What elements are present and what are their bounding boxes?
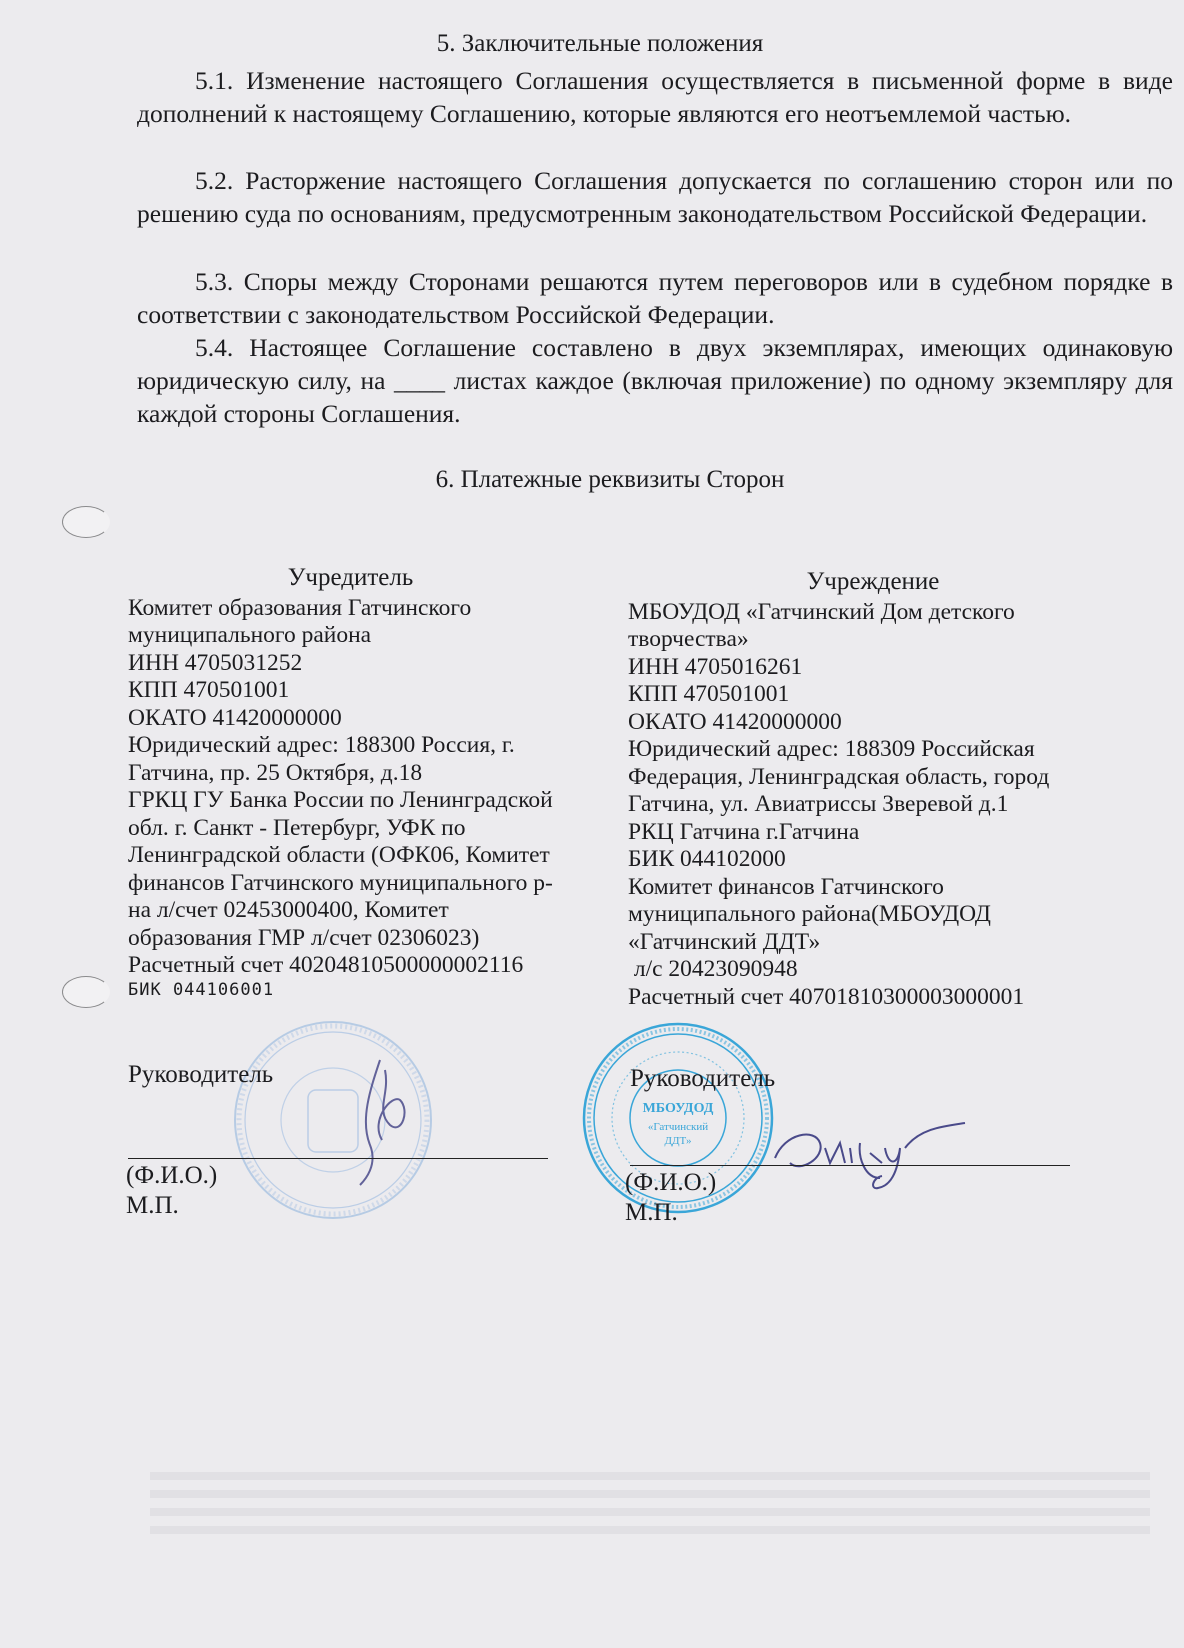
founder-line: Юридический адрес: 188300 Россия, г. bbox=[128, 732, 515, 758]
institution-line: БИК 044102000 bbox=[628, 846, 786, 872]
svg-text:ДДТ»: ДДТ» bbox=[664, 1135, 692, 1147]
institution-signatory-title: Руководитель bbox=[630, 1065, 776, 1092]
section-5-title: 5. Заключительные положения bbox=[436, 30, 764, 57]
founder-line: муниципального района bbox=[128, 622, 372, 648]
svg-text:«Гатчинский: «Гатчинский bbox=[647, 1121, 709, 1133]
paragraph-5-2: 5.2. Расторжение настоящего Соглашения допускается по соглашению сторон или по решению суда по основаниям, предусмотренным законодательством Российской Федерации. bbox=[137, 166, 1173, 228]
founder-line: Гатчина, пр. 25 Октября, д.18 bbox=[128, 759, 423, 786]
institution-line: ОКАТО 41420000000 bbox=[628, 708, 842, 735]
bleed-through-text bbox=[150, 1472, 1150, 1544]
institution-line: творчества» bbox=[628, 626, 749, 652]
founder-signature-line bbox=[128, 1158, 548, 1159]
institution-heading: Учреждение bbox=[806, 568, 940, 595]
founder-line: ИНН 4705031252 bbox=[128, 649, 303, 676]
founder-line: ОКАТО 41420000000 bbox=[128, 704, 342, 731]
founder-line: на л/счет 02453000400, Комитет bbox=[128, 897, 449, 923]
institution-line: ИНН 4705016261 bbox=[628, 653, 803, 680]
institution-line: муниципального района(МБОУДОД bbox=[628, 901, 991, 927]
institution-details bbox=[628, 568, 1098, 1011]
founder-mp-label: М.П. bbox=[126, 1192, 179, 1219]
founder-heading: Учредитель bbox=[287, 564, 414, 591]
institution-line: РКЦ Гатчина г.Гатчина bbox=[628, 818, 860, 845]
institution-line: Комитет финансов Гатчинского bbox=[628, 873, 944, 900]
founder-line: образования ГМР л/счет 02306023) bbox=[128, 924, 480, 951]
founder-line: Расчетный счет 40204810500000002116 bbox=[128, 952, 524, 978]
institution-signature-line bbox=[630, 1165, 1070, 1166]
institution-fio-label: (Ф.И.О.) bbox=[625, 1169, 717, 1196]
punch-hole bbox=[62, 506, 110, 538]
institution-line: Федерация, Ленинградская область, город bbox=[628, 763, 1050, 790]
institution-line: Расчетный счет 40701810300003000001 bbox=[628, 983, 1025, 1010]
founder-signatory-title: Руководитель bbox=[128, 1061, 274, 1088]
founder-bik: БИК 044106001 bbox=[128, 979, 275, 1000]
institution-line: МБОУДОД «Гатчинский Дом детского bbox=[628, 598, 1015, 625]
founder-line: КПП 470501001 bbox=[128, 677, 290, 703]
institution-line: Гатчина, ул. Авиатриссы Зверевой д.1 bbox=[628, 791, 1009, 817]
institution-line: КПП 470501001 bbox=[628, 681, 790, 707]
punch-hole bbox=[62, 976, 110, 1008]
founder-line: Комитет образования Гатчинского bbox=[128, 594, 472, 621]
institution-mp-label: М.П. bbox=[625, 1199, 678, 1226]
founder-line: ГРКЦ ГУ Банка России по Ленинградской bbox=[128, 787, 553, 813]
section-6-title: 6. Платежные реквизиты Сторон bbox=[435, 466, 785, 493]
paragraph-5-3: 5.3. Споры между Сторонами решаются путем переговоров или в судебном порядке в соответствии с законодательством Российской Федерации. bbox=[137, 267, 1173, 329]
founder-line: обл. г. Санкт - Петербург, УФК по bbox=[128, 814, 466, 841]
institution-line: Юридический адрес: 188309 Российская bbox=[628, 736, 1035, 762]
svg-text:МБОУДОД: МБОУДОД bbox=[642, 1101, 714, 1116]
paragraph-5-1: 5.1. Изменение настоящего Соглашения осуществляется в письменной форме в виде дополнений к настоящему Соглашению, которые являются его неотъемлемой частью. bbox=[137, 66, 1173, 128]
institution-line: «Гатчинский ДДТ» bbox=[628, 928, 821, 955]
founder-fio-label: (Ф.И.О.) bbox=[126, 1162, 218, 1189]
institution-line: л/с 20423090948 bbox=[628, 956, 798, 982]
institution-signature bbox=[770, 1118, 970, 1198]
founder-line: финансов Гатчинского муниципального р- bbox=[128, 869, 553, 896]
founder-details bbox=[128, 564, 598, 1000]
paragraph-5-4: 5.4. Настоящее Соглашение составлено в двух экземплярах, имеющих одинаковую юридическую силу, на ____ листах каждое (включая приложение) по одному экземпляру для каждой стороны Соглашения. bbox=[137, 333, 1173, 428]
founder-signature bbox=[340, 1050, 430, 1190]
founder-line: Ленинградской области (ОФК06, Комитет bbox=[128, 842, 550, 868]
